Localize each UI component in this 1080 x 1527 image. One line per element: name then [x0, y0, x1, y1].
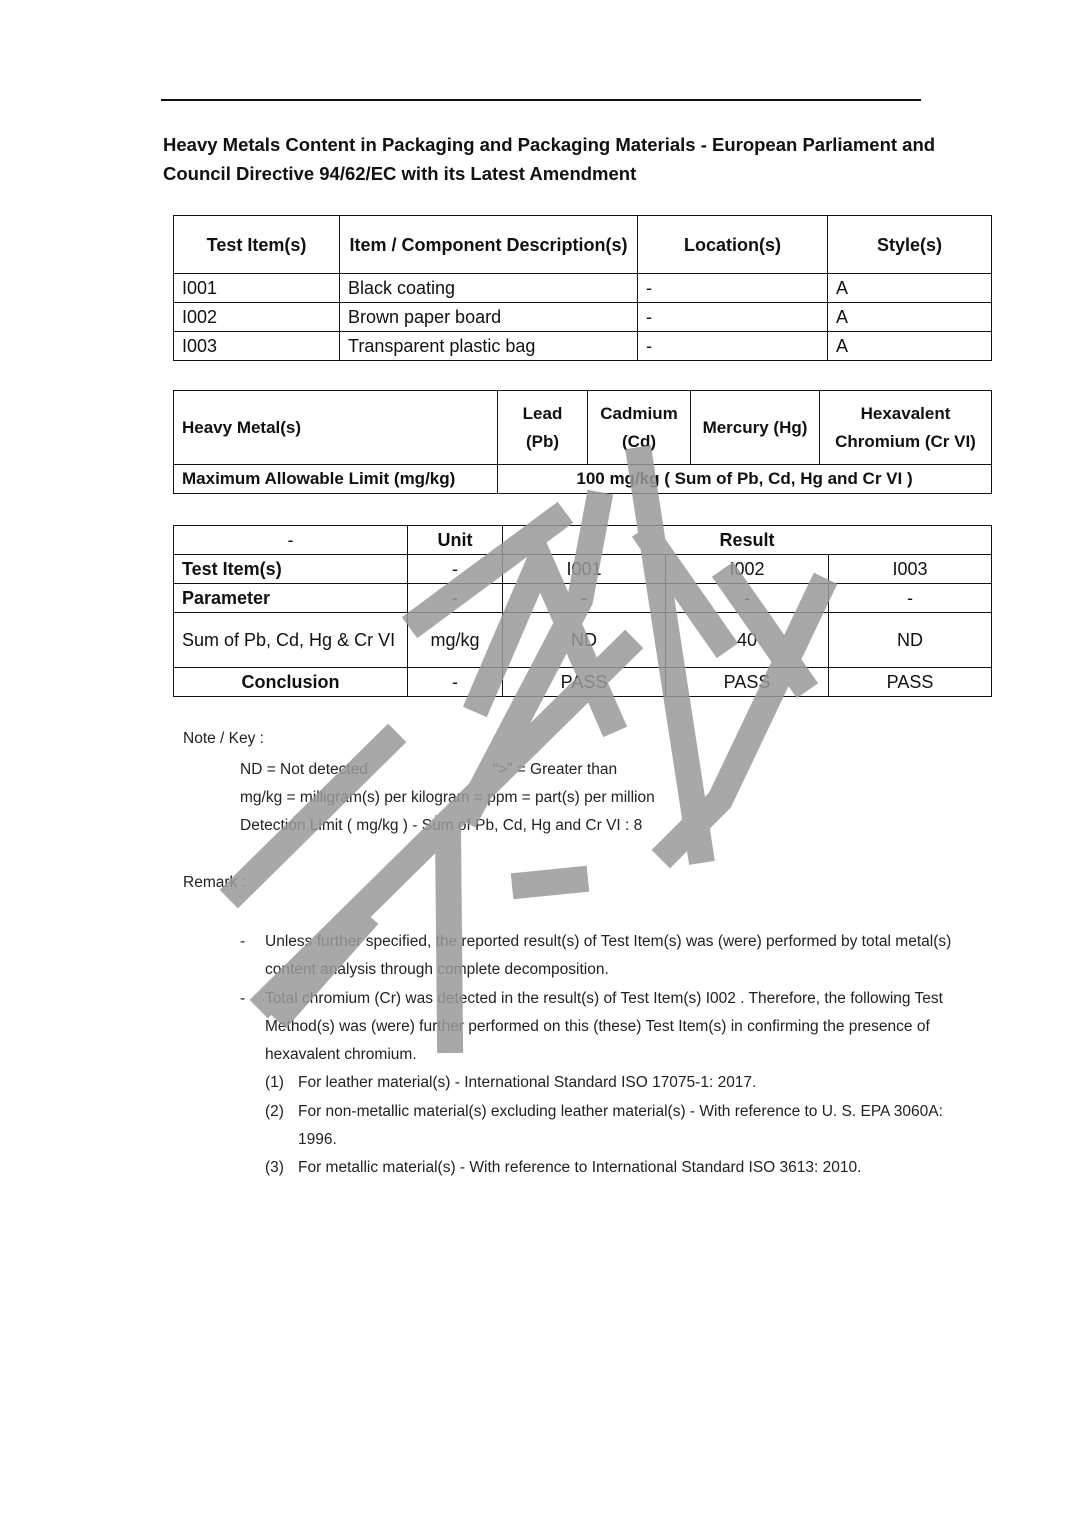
list-item	[240, 1154, 982, 1182]
result-header: Result	[503, 526, 992, 555]
metal-header-mercury: Mercury (Hg)	[691, 391, 820, 465]
heavy-metal-limits-table	[173, 390, 992, 494]
row-label: Test Item(s)	[174, 555, 408, 584]
remark-text: Unless further specified, the reported result(s) of Test Item(s) was (were) performed by total metal(s) content analysis through complete decomposition.	[265, 933, 952, 979]
result-cell: -	[829, 584, 992, 613]
description-cell: Brown paper board	[340, 303, 638, 332]
note-greater-than: “>” = Greater than	[493, 761, 618, 778]
method-number: (2)	[265, 1102, 284, 1120]
document-title: Heavy Metals Content in Packaging and Packaging Materials - European Parliament and Council Directive 94/62/EC with its Latest Amendment	[163, 134, 936, 184]
result-cell: ND	[503, 613, 666, 668]
list-item	[240, 1098, 982, 1155]
description-cell: Black coating	[340, 274, 638, 303]
result-cell: I002	[666, 555, 829, 584]
conclusion-cell: PASS	[503, 668, 666, 697]
limit-label: Maximum Allowable Limit (mg/kg)	[174, 465, 498, 494]
note-detection-limit: Detection Limit ( mg/kg ) - Sum of Pb, Cd, Hg and Cr VI : 8	[240, 817, 643, 834]
corner-cell: -	[174, 526, 408, 555]
column-header: Style(s)	[828, 216, 992, 274]
note-units: mg/kg = milligram(s) per kilogram = ppm = part(s) per million	[240, 789, 655, 806]
list-item	[240, 1069, 982, 1097]
table-row	[174, 584, 992, 613]
conclusion-cell: PASS	[829, 668, 992, 697]
test-item-cell: I003	[174, 332, 340, 361]
method-text: For leather material(s) - International Standard ISO 17075-1: 2017.	[298, 1074, 757, 1092]
description-cell: Transparent plastic bag	[340, 332, 638, 361]
method-text: For metallic material(s) - With reference to International Standard ISO 3613: 2010.	[298, 1159, 862, 1177]
table-row	[174, 668, 992, 697]
table-row	[174, 613, 992, 668]
result-cell: 40	[666, 613, 829, 668]
table-row	[174, 332, 992, 361]
style-cell: A	[828, 332, 992, 361]
table-row	[174, 303, 992, 332]
table-row	[174, 555, 992, 584]
test-item-cell: I001	[174, 274, 340, 303]
remarks-list	[240, 928, 982, 1183]
column-header: Item / Component Description(s)	[340, 216, 638, 274]
table-row	[174, 274, 992, 303]
result-cell: -	[503, 584, 666, 613]
style-cell: A	[828, 303, 992, 332]
results-table	[173, 525, 992, 697]
row-label: Parameter	[174, 584, 408, 613]
list-item	[240, 928, 982, 985]
table-row	[174, 465, 992, 494]
metal-header-cadmium: Cadmium (Cd)	[588, 391, 691, 465]
metal-header-lead: Lead (Pb)	[498, 391, 588, 465]
unit-cell: -	[408, 668, 503, 697]
note-nd: ND = Not detected	[240, 761, 368, 778]
unit-cell: -	[408, 555, 503, 584]
location-cell: -	[638, 303, 828, 332]
remark-label: Remark :	[183, 874, 246, 891]
column-header: Test Item(s)	[174, 216, 340, 274]
metal-header-chromium: Hexavalent Chromium (Cr VI)	[820, 391, 992, 465]
table-header-row	[174, 391, 992, 465]
method-number: (3)	[265, 1159, 284, 1177]
row-label: Sum of Pb, Cd, Hg & Cr VI	[174, 613, 408, 668]
result-cell: -	[666, 584, 829, 613]
remark-text: Total chromium (Cr) was detected in the result(s) of Test Item(s) I002 . Therefore, the following Test Method(s) was (were) further performed on this (these) Test Item(s) in confirming the presence of hexavalent chromium.	[265, 989, 943, 1064]
header-rule	[161, 99, 921, 101]
conclusion-cell: PASS	[666, 668, 829, 697]
column-header: Location(s)	[638, 216, 828, 274]
method-number: (1)	[265, 1074, 284, 1092]
test-items-table	[173, 215, 992, 361]
unit-header: Unit	[408, 526, 503, 555]
table-header-row	[174, 216, 992, 274]
list-item	[240, 985, 982, 1070]
result-cell: I001	[503, 555, 666, 584]
heavy-metal-label: Heavy Metal(s)	[174, 391, 498, 465]
result-cell: I003	[829, 555, 992, 584]
bullet-dash: -	[240, 989, 246, 1007]
notes-label: Note / Key :	[183, 730, 264, 747]
method-text: For non-metallic material(s) excluding leather material(s) - With reference to U. S. EPA 3060A: 1996.	[298, 1102, 943, 1149]
location-cell: -	[638, 332, 828, 361]
unit-cell: -	[408, 584, 503, 613]
test-item-cell: I002	[174, 303, 340, 332]
table-header-row	[174, 526, 992, 555]
limit-value: 100 mg/kg ( Sum of Pb, Cd, Hg and Cr VI )	[498, 465, 992, 494]
location-cell: -	[638, 274, 828, 303]
style-cell: A	[828, 274, 992, 303]
bullet-dash: -	[240, 933, 246, 950]
row-label: Conclusion	[174, 668, 408, 697]
result-cell: ND	[829, 613, 992, 668]
unit-cell: mg/kg	[408, 613, 503, 668]
